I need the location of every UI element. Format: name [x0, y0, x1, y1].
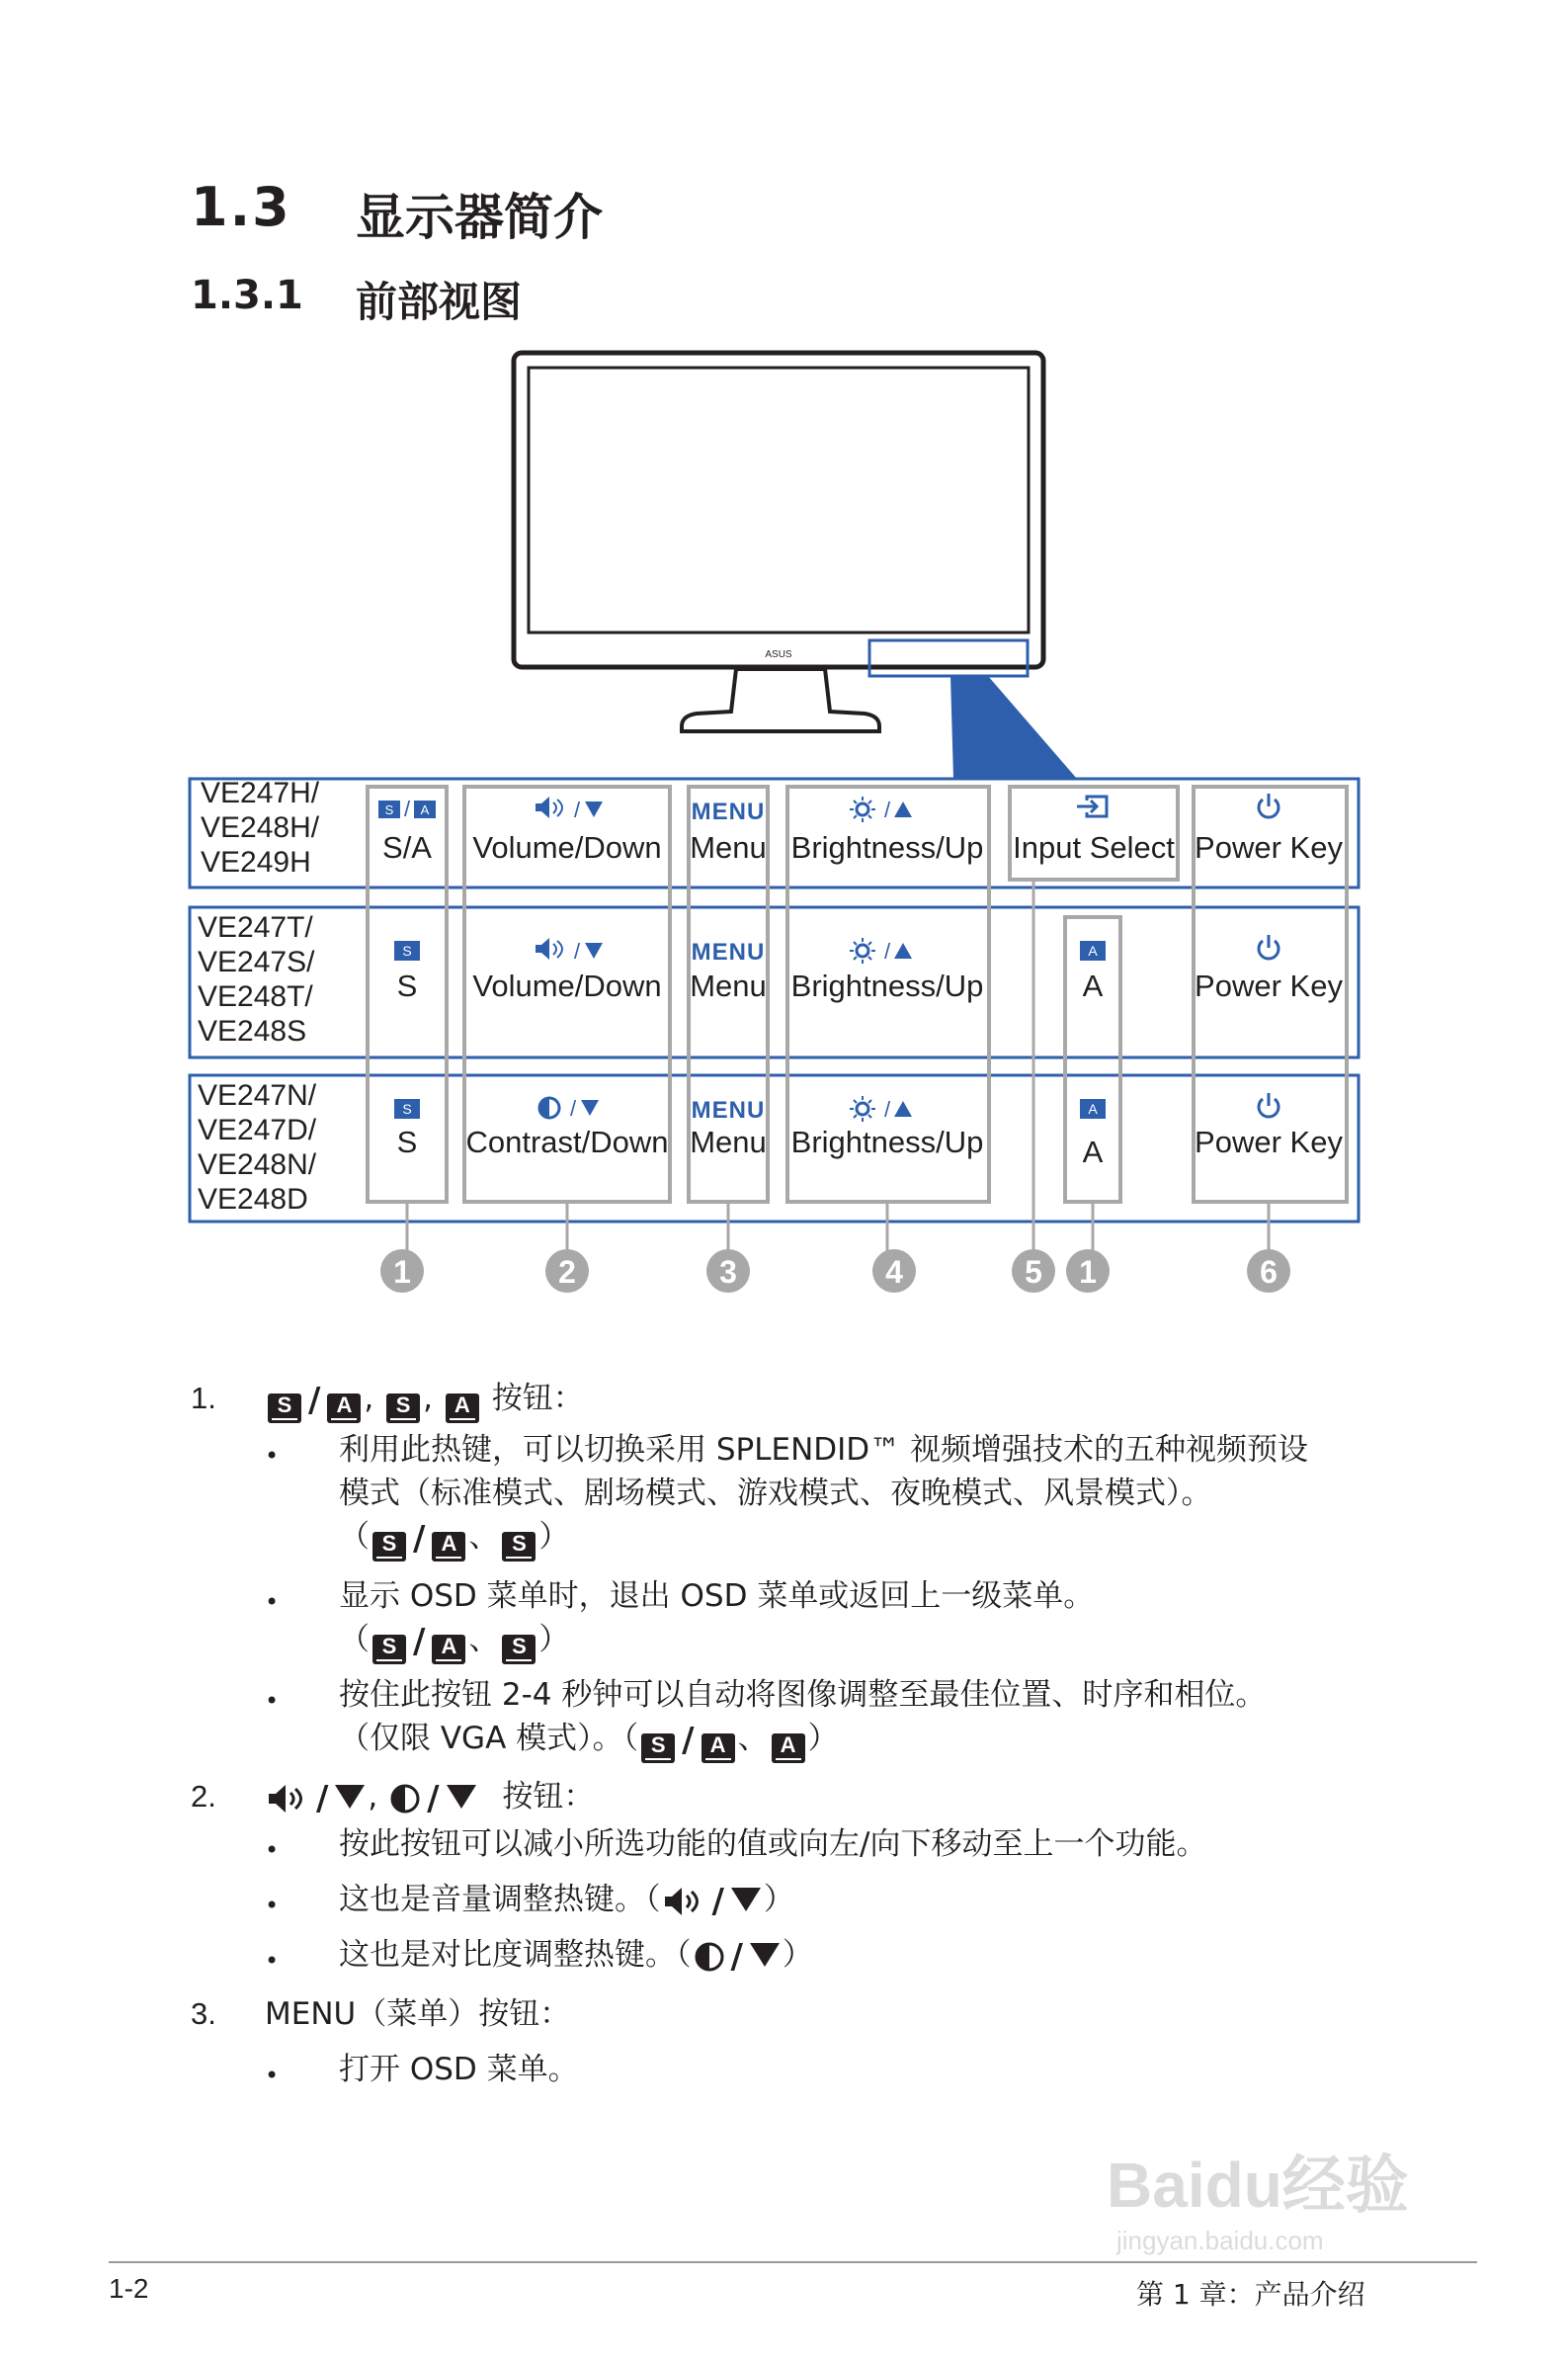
chapter-title: 第 1 章：产品介绍 — [1136, 2278, 1365, 2311]
s-icon-row2 — [394, 941, 420, 961]
monitor-screen — [529, 368, 1029, 633]
s-key-icon: S — [268, 1393, 301, 1423]
svg-text:VE248H/: VE248H/ — [201, 811, 320, 844]
svg-text:VE247H/: VE247H/ — [201, 777, 320, 809]
bullet: • — [265, 2062, 280, 2089]
callout-4 — [872, 1249, 916, 1293]
s-key-icon: S — [386, 1393, 420, 1423]
down-triangle-icon — [731, 1888, 761, 1911]
power-icon-row1 — [1259, 794, 1279, 817]
brightness-up-icon-row3 — [850, 1096, 912, 1122]
svg-text:/: / — [883, 939, 891, 964]
svg-text:1: 1 — [393, 1254, 411, 1290]
item-2-bullet-3: 这也是对比度调整热键。（ / ） — [339, 1937, 813, 1977]
svg-text:3: 3 — [719, 1254, 737, 1290]
menu-label-row2: Menu — [690, 969, 767, 1003]
callout-6 — [1247, 1249, 1290, 1293]
svg-text:VE247T/: VE247T/ — [198, 911, 313, 944]
volume-down-label: Volume/Down — [472, 830, 662, 865]
footer-divider — [109, 2261, 1477, 2263]
item-3-number: 3. — [191, 1996, 216, 2031]
menu-icon-row3: MENU — [691, 1097, 766, 1124]
svg-text:A: A — [1088, 943, 1098, 959]
contrast-down-label: Contrast/Down — [465, 1125, 669, 1159]
s-icon-row3 — [394, 1099, 420, 1119]
svg-text:VE248S: VE248S — [198, 1015, 307, 1048]
brightness-up-label: Brightness/Up — [790, 830, 984, 865]
menu-label-row3: Menu — [690, 1125, 767, 1159]
s-label-row3: S — [396, 1125, 418, 1159]
volume-down-label-row2: Volume/Down — [472, 969, 662, 1003]
model-list-1 — [201, 777, 320, 879]
svg-text:5: 5 — [1025, 1254, 1042, 1290]
bullet: • — [265, 1442, 280, 1470]
svg-text:S: S — [402, 1101, 412, 1117]
item-1-bullet-1: 利用此热键，可以切换采用 SPLENDID™ 视频增强技术的五种视频预设 模式（标准模式、剧场模式、游戏模式、夜晚模式、风景模式）。 （ S / A 、 S ） — [339, 1428, 1308, 1562]
brightness-up-icon-row2 — [850, 938, 912, 964]
item-2-number: 2. — [191, 1779, 216, 1814]
svg-text:S: S — [402, 943, 412, 959]
a-icon-row3 — [1080, 1099, 1106, 1119]
power-key-label-row3: Power Key — [1195, 1125, 1343, 1159]
volume-down-icon-row2 — [536, 938, 603, 964]
section-title: 显示器简介 — [356, 189, 603, 246]
input-select-label: Input Select — [1013, 830, 1175, 865]
bullet: • — [265, 1947, 280, 1975]
volume-icon — [663, 1886, 706, 1917]
a-label-row2: A — [1082, 969, 1104, 1003]
down-triangle-icon — [750, 1943, 780, 1967]
callout-2 — [545, 1249, 589, 1293]
row-box-2 — [190, 907, 1359, 1057]
svg-text:VE247S/: VE247S/ — [198, 946, 315, 978]
section-number: 1.3 — [191, 176, 291, 238]
power-key-label-row2: Power Key — [1195, 969, 1343, 1003]
row-box-3 — [190, 1075, 1359, 1222]
a-key-icon: A — [446, 1393, 479, 1423]
item-3-bullet-1: 打开 OSD 菜单。 — [339, 2052, 579, 2087]
brightness-up-icon-row1 — [850, 797, 912, 822]
svg-text:/: / — [883, 798, 891, 822]
callout-3 — [706, 1249, 750, 1293]
row-box-1 — [190, 779, 1359, 887]
item-3-heading: MENU（菜单）按钮： — [265, 1996, 571, 2032]
sa-label: S/A — [382, 830, 432, 865]
bullet: • — [265, 1836, 280, 1864]
svg-text:/: / — [883, 1097, 891, 1122]
page-number: 1-2 — [109, 2273, 149, 2304]
brightness-up-label-row2: Brightness/Up — [790, 969, 984, 1003]
svg-text:VE249H: VE249H — [201, 846, 311, 879]
callout-1 — [380, 1249, 424, 1293]
callout-1b — [1066, 1249, 1110, 1293]
item-1-heading: S / A , S , A 按钮： — [265, 1377, 584, 1423]
menu-label: Menu — [690, 830, 767, 865]
svg-text:VE248T/: VE248T/ — [198, 980, 313, 1013]
s-a-icon-row1 — [378, 797, 436, 821]
svg-text:/: / — [569, 1096, 577, 1121]
item-2-bullet-2: 这也是音量调整热键。（ / ） — [339, 1882, 794, 1921]
svg-text:/: / — [573, 939, 581, 964]
svg-text:VE248D: VE248D — [198, 1183, 308, 1216]
bullet: • — [265, 1687, 280, 1715]
brightness-up-label-row3: Brightness/Up — [790, 1125, 984, 1159]
svg-text:VE247N/: VE247N/ — [198, 1079, 317, 1112]
volume-icon — [267, 1783, 310, 1815]
a-label-row3: A — [1082, 1135, 1104, 1169]
item-1-number: 1. — [191, 1381, 216, 1415]
callout-5 — [1012, 1249, 1055, 1293]
bullet: • — [265, 1892, 280, 1919]
subsection-number: 1.3.1 — [191, 273, 303, 318]
svg-text:VE247D/: VE247D/ — [198, 1114, 317, 1146]
bullet: • — [265, 1588, 280, 1616]
power-icon-row3 — [1259, 1093, 1279, 1117]
svg-text:1: 1 — [1079, 1254, 1097, 1290]
item-1-bullet-3: 按住此按钮 2-4 秒钟可以自动将图像调整至最佳位置、时序和相位。 （仅限 VGA 模式）。（ S / A 、 A ） — [339, 1673, 1266, 1763]
down-triangle-icon — [335, 1785, 365, 1809]
svg-text:S: S — [384, 802, 394, 817]
model-list-3 — [198, 1079, 317, 1216]
monitor-stand — [682, 669, 879, 731]
power-icon-row2 — [1259, 935, 1279, 959]
monitor-illustration — [514, 353, 1077, 779]
contrast-icon — [694, 1941, 725, 1973]
s-label-row2: S — [396, 969, 418, 1003]
a-icon-row2 — [1080, 941, 1106, 961]
svg-text:4: 4 — [885, 1254, 903, 1290]
svg-text:/: / — [573, 798, 581, 822]
input-select-icon — [1077, 797, 1107, 816]
zoom-wedge — [950, 676, 1077, 779]
power-key-label: Power Key — [1195, 830, 1343, 865]
svg-text:A: A — [1088, 1101, 1098, 1117]
item-2-bullet-1: 按此按钮可以减小所选功能的值或向左/向下移动至上一个功能。 — [339, 1826, 1207, 1862]
baidu-watermark: Baidu经验 jingyan.baidu.com — [1107, 2150, 1409, 2255]
contrast-down-icon — [539, 1096, 599, 1121]
menu-icon-row1: MENU — [691, 799, 766, 825]
svg-text:VE248N/: VE248N/ — [198, 1148, 317, 1181]
menu-icon-row2: MENU — [691, 939, 766, 966]
svg-text:/: / — [403, 797, 411, 821]
down-triangle-icon — [447, 1785, 476, 1809]
contrast-icon — [389, 1783, 421, 1815]
svg-text:A: A — [420, 802, 430, 817]
a-key-icon: A — [327, 1393, 361, 1423]
monitor-logo: ASUS — [765, 649, 792, 660]
item-1-bullet-2: 显示 OSD 菜单时，退出 OSD 菜单或返回上一级菜单。 （ S / A 、 S ） — [339, 1574, 1094, 1664]
item-2-heading: / , / 按钮： — [265, 1775, 594, 1820]
subsection-title: 前部视图 — [356, 278, 523, 326]
volume-down-icon-row1 — [536, 797, 603, 822]
svg-text:2: 2 — [558, 1254, 576, 1290]
model-list-2 — [198, 911, 315, 1048]
svg-text:6: 6 — [1260, 1254, 1278, 1290]
